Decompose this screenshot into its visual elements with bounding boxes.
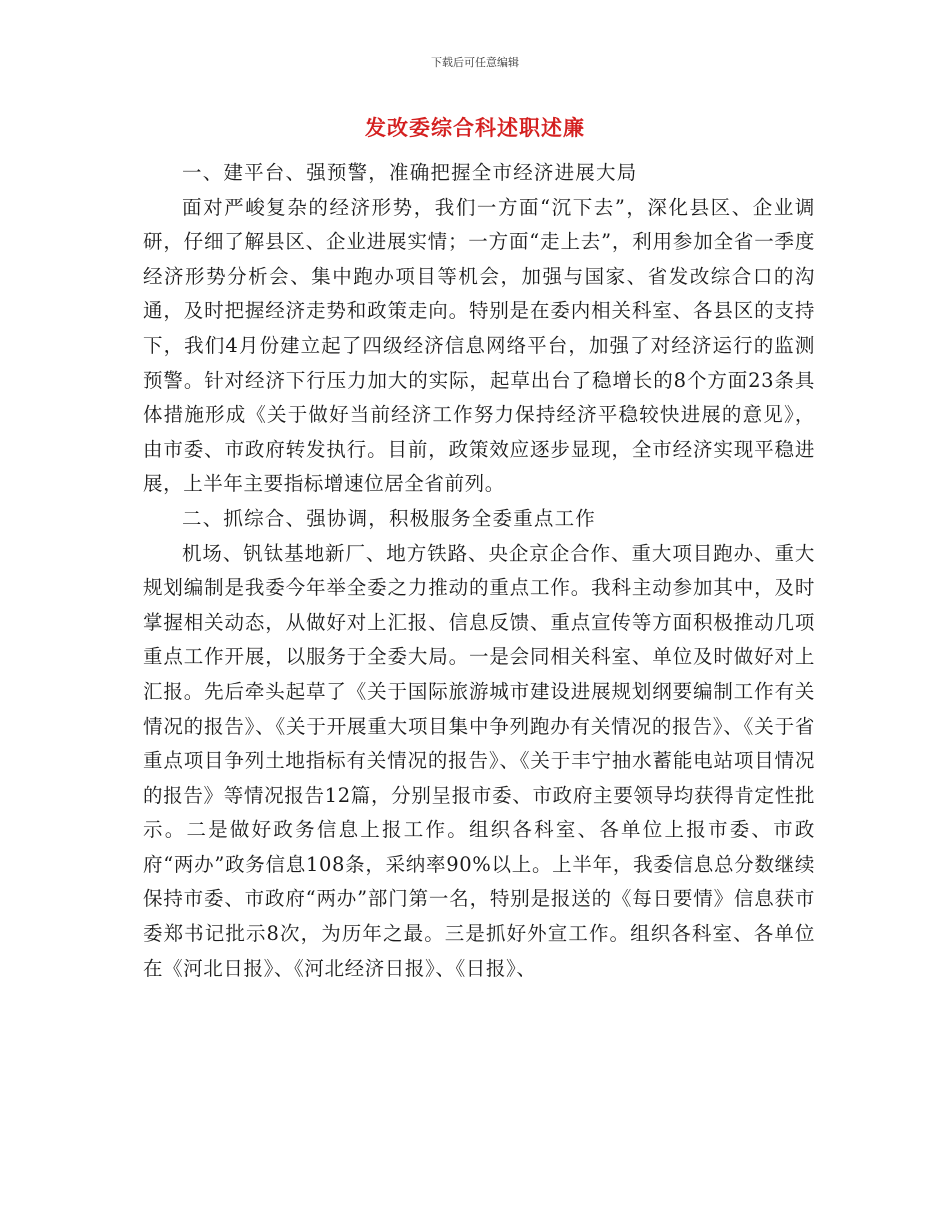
header-note: 下载后可任意编辑 — [431, 56, 519, 69]
section-paragraph-1: 面对严峻复杂的经济形势，我们一方面“沉下去”，深化县区、企业调研，仔细了解县区、企业进展实情；一方面“走上去”，利用参加全省一季度经济形势分析会、集中跑办项目等机会，加强与国家、省发改综合口的沟通，及时把握经济走势和政策走向。特别是在委内相关科室、各县区的支持下，我们4月份建立起了四级经济信息网络平台，加强了对经济运行的监测预警。针对经济下行压力加大的实际，起草出台了稳增长的8个方面23条具体措施形成《关于做好当前经济工作努力保持经济平稳较快进展的意见》，由市委、市政府转发执行。目前，政策效应逐步显现，全市经济实现平稳进展，上半年主要指标增速位居全省前列。 — [143, 195, 815, 496]
document-title: 发改委综合科述职述廉 — [365, 116, 585, 140]
section-heading-1: 一、建平台、强预警，准确把握全市经济进展大局 — [182, 161, 638, 184]
section-heading-2: 二、抓综合、强协调，积极服务全委重点工作 — [182, 506, 597, 530]
section-paragraph-2: 机场、钒钛基地新厂、地方铁路、央企京企合作、重大项目跑办、重大规划编制是我委今年举全委之力推动的重点工作。我科主动参加其中，及时掌握相关动态，从做好对上汇报、信息反馈、重点宣传等方面积极推动几项重点工作开展，以服务于全委大局。一是会同相关科室、单位及时做好对上汇报。先后牵头起草了《关于国际旅游城市建设进展规划纲要编制工作有关情况的报告》、《关于开展重大项目集中争列跑办有关情况的报告》、《关于省重点项目争列土地指标有关情况的报告》、《关于丰宁抽水蓄能电站项目情况的报告》等情况报告12篇，分别呈报市委、市政府主要领导均获得肯定性批示。二是做好政务信息上报工作。组织各科室、各单位上报市委、市政府“两办”政务信息108条，采纳率90%以上。上半年，我委信息总分数继续保持市委、市政府“两办”部门第一名，特别是报送的《每日要情》信息获市委郑书记批示8次，为历年之最。三是抓好外宣工作。组织各科室、各单位在《河北日报》、《河北经济日报》、《日报》、 — [143, 541, 815, 980]
document-body — [143, 156, 815, 986]
